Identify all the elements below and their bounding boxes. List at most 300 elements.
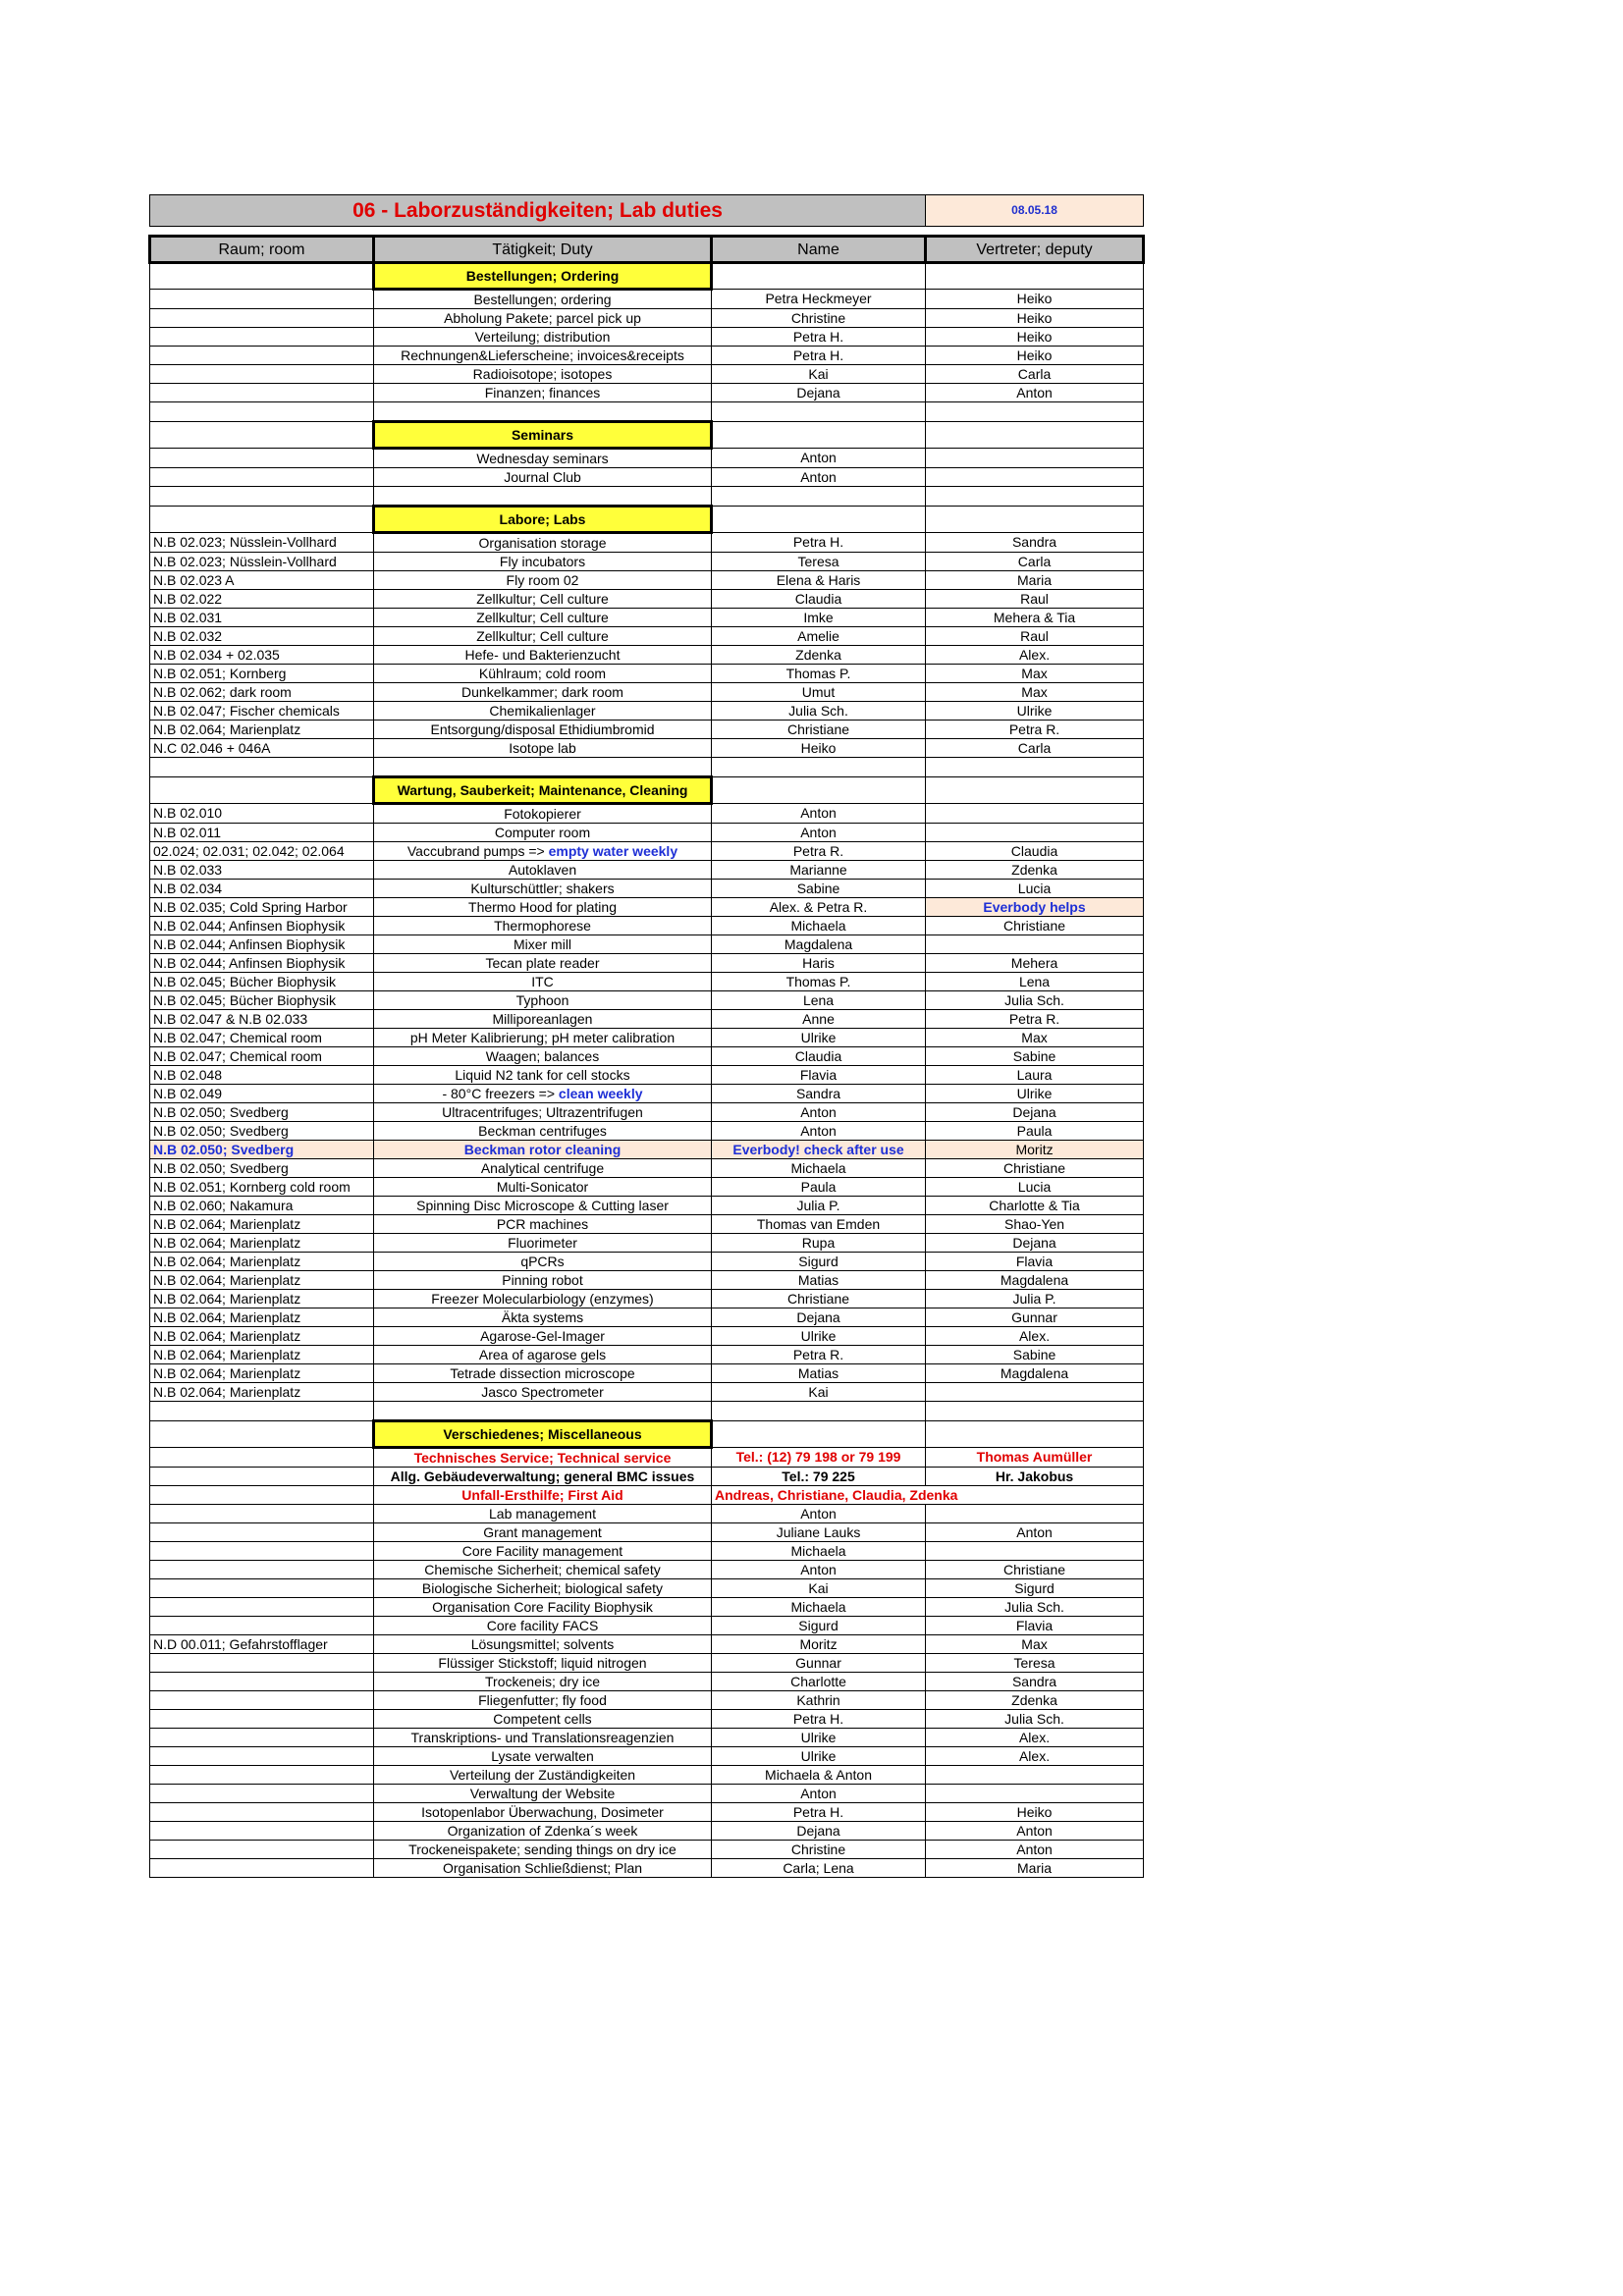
header-duty: Tätigkeit; Duty [374, 237, 712, 263]
duty-cell: Computer room [374, 824, 712, 842]
name-cell: Dejana [712, 1822, 926, 1841]
duty-row [150, 804, 1144, 824]
duty-cell: Analytical centrifuge [374, 1159, 712, 1178]
duty-emphasis: empty water weekly [548, 842, 678, 859]
duty-row [150, 683, 1144, 702]
name-cell: Kai [712, 365, 926, 384]
room-cell [150, 1785, 374, 1803]
room-cell [150, 1523, 374, 1542]
duty-row [150, 1598, 1144, 1617]
sheet-title: 06 - Laborzuständigkeiten; Lab duties [150, 195, 926, 227]
room-cell: N.B 02.048 [150, 1066, 374, 1085]
duty-row [150, 365, 1144, 384]
duty-row [150, 1710, 1144, 1729]
duty-row [150, 1673, 1144, 1691]
deputy-cell: Gunnar [926, 1308, 1144, 1327]
blank-row [150, 1402, 1144, 1421]
duty-cell: Kühlraum; cold room [374, 665, 712, 683]
header-name: Name [712, 237, 926, 263]
duty-cell: Verteilung; distribution [374, 328, 712, 347]
duty-row [150, 609, 1144, 627]
name-cell: Zdenka [712, 646, 926, 665]
name-cell: Anton [712, 1122, 926, 1141]
duty-row [150, 1859, 1144, 1878]
duty-cell: Fluorimeter [374, 1234, 712, 1253]
deputy-cell: Everbody helps [926, 898, 1144, 917]
duty-row [150, 1383, 1144, 1402]
deputy-cell: Max [926, 1635, 1144, 1654]
name-cell: Umut [712, 683, 926, 702]
deputy-cell: Shao-Yen [926, 1215, 1144, 1234]
duty-cell: Fliegenfutter; fly food [374, 1691, 712, 1710]
name-cell: Anton [712, 1561, 926, 1579]
duty-cell: Mixer mill [374, 935, 712, 954]
room-cell [150, 1654, 374, 1673]
deputy-cell [926, 1383, 1144, 1402]
room-cell [150, 1673, 374, 1691]
name-cell: Petra H. [712, 1803, 926, 1822]
name-cell: Ulrike [712, 1729, 926, 1747]
room-cell [150, 1747, 374, 1766]
duty-cell: Allg. Gebäudeverwaltung; general BMC issues [374, 1468, 712, 1486]
deputy-cell: Julia P. [926, 1290, 1144, 1308]
room-cell: N.B 02.047; Chemical room [150, 1029, 374, 1047]
deputy-cell [926, 263, 1144, 290]
duty-cell: Unfall-Ersthilfe; First Aid [374, 1486, 712, 1505]
room-cell: N.B 02.031 [150, 609, 374, 627]
duty-cell: Hefe- und Bakterienzucht [374, 646, 712, 665]
duty-cell: Pinning robot [374, 1271, 712, 1290]
duty-row [150, 1290, 1144, 1308]
duty-row [150, 1785, 1144, 1803]
room-cell: N.B 02.064; Marienplatz [150, 1383, 374, 1402]
name-cell: Sabine [712, 880, 926, 898]
duty-row [150, 1766, 1144, 1785]
name-cell: Claudia [712, 1047, 926, 1066]
deputy-cell: Hr. Jakobus [926, 1468, 1144, 1486]
name-cell: Petra H. [712, 1710, 926, 1729]
empty-cell [712, 402, 926, 422]
room-cell: N.B 02.023 A [150, 571, 374, 590]
duty-cell: Spinning Disc Microscope & Cutting laser [374, 1197, 712, 1215]
header-row [150, 237, 1144, 263]
duty-row [150, 954, 1144, 973]
duty-cell [374, 1085, 712, 1103]
duty-row [150, 1308, 1144, 1327]
duty-row [150, 1047, 1144, 1066]
duty-cell: Isotope lab [374, 739, 712, 758]
duty-cell: Lysate verwalten [374, 1747, 712, 1766]
room-cell: N.D 00.011; Gefahrstofflager [150, 1635, 374, 1654]
room-cell: N.B 02.064; Marienplatz [150, 1308, 374, 1327]
duty-cell: Biologische Sicherheit; biological safety [374, 1579, 712, 1598]
duty-row [150, 1271, 1144, 1290]
duty-row [150, 861, 1144, 880]
duty-cell: Core facility FACS [374, 1617, 712, 1635]
duty-cell: Technisches Service; Technical service [374, 1448, 712, 1468]
duty-cell: Flüssiger Stickstoff; liquid nitrogen [374, 1654, 712, 1673]
deputy-cell: Petra R. [926, 721, 1144, 739]
name-cell: Sigurd [712, 1253, 926, 1271]
deputy-cell: Sandra [926, 1673, 1144, 1691]
empty-cell [374, 1402, 712, 1421]
deputy-cell [926, 422, 1144, 449]
deputy-cell: Anton [926, 1841, 1144, 1859]
duty-cell: Agarose-Gel-Imager [374, 1327, 712, 1346]
room-cell: N.B 02.044; Anfinsen Biophysik [150, 935, 374, 954]
duty-row [150, 449, 1144, 468]
deputy-cell: Maria [926, 571, 1144, 590]
empty-cell [926, 402, 1144, 422]
duty-row [150, 1085, 1144, 1103]
duties-table [148, 194, 1145, 1878]
deputy-cell: Flavia [926, 1617, 1144, 1635]
duty-text: - 80°C freezers => [442, 1085, 559, 1101]
empty-cell [150, 487, 374, 507]
duty-cell: Lösungsmittel; solvents [374, 1635, 712, 1654]
room-cell [150, 422, 374, 449]
duty-row [150, 1841, 1144, 1859]
duty-row [150, 1327, 1144, 1346]
empty-cell [150, 758, 374, 777]
room-cell: N.B 02.011 [150, 824, 374, 842]
section-row [150, 422, 1144, 449]
deputy-cell [926, 1542, 1144, 1561]
room-cell [150, 347, 374, 365]
duty-cell: Grant management [374, 1523, 712, 1542]
duty-cell: Organisation Core Facility Biophysik [374, 1598, 712, 1617]
duty-cell: Kulturschüttler; shakers [374, 880, 712, 898]
deputy-cell: Laura [926, 1066, 1144, 1085]
name-cell: Anton [712, 804, 926, 824]
deputy-cell: Raul [926, 627, 1144, 646]
sheet-date: 08.05.18 [926, 195, 1144, 227]
room-cell [150, 1691, 374, 1710]
room-cell: N.B 02.010 [150, 804, 374, 824]
name-cell [712, 507, 926, 533]
name-cell: Paula [712, 1178, 926, 1197]
duty-cell: Verwaltung der Website [374, 1785, 712, 1803]
name-cell: Anton [712, 1103, 926, 1122]
duty-cell: Thermo Hood for plating [374, 898, 712, 917]
section-row [150, 263, 1144, 290]
duty-cell: Transkriptions- und Translationsreagenzien [374, 1729, 712, 1747]
duty-cell: Autoklaven [374, 861, 712, 880]
duty-row [150, 702, 1144, 721]
name-cell: Anton [712, 824, 926, 842]
room-cell [150, 1859, 374, 1878]
room-cell: N.B 02.064; Marienplatz [150, 721, 374, 739]
deputy-cell: Anton [926, 1523, 1144, 1542]
deputy-cell: Sabine [926, 1346, 1144, 1364]
duty-cell: Organization of Zdenka´s week [374, 1822, 712, 1841]
empty-cell [712, 1402, 926, 1421]
room-cell [150, 1729, 374, 1747]
duty-row [150, 1010, 1144, 1029]
deputy-cell: Anton [926, 384, 1144, 402]
room-cell [150, 1710, 374, 1729]
duty-row [150, 1346, 1144, 1364]
lab-duties-sheet [148, 194, 1142, 1878]
room-cell [150, 1822, 374, 1841]
room-cell: N.B 02.051; Kornberg [150, 665, 374, 683]
name-cell: Michaela & Anton [712, 1766, 926, 1785]
name-cell [712, 263, 926, 290]
duty-cell: Thermophorese [374, 917, 712, 935]
name-cell: Lena [712, 991, 926, 1010]
duty-cell: Trockeneispakete; sending things on dry ice [374, 1841, 712, 1859]
name-cell: Haris [712, 954, 926, 973]
duty-cell: Chemikalienlager [374, 702, 712, 721]
room-cell: N.B 02.045; Bücher Biophysik [150, 973, 374, 991]
name-cell: Ulrike [712, 1747, 926, 1766]
duty-row [150, 739, 1144, 758]
deputy-cell [926, 1505, 1144, 1523]
deputy-cell: Ulrike [926, 1085, 1144, 1103]
deputy-cell: Lena [926, 973, 1144, 991]
duty-row [150, 1122, 1144, 1141]
section-heading: Seminars [374, 422, 712, 449]
duty-cell: Dunkelkammer; dark room [374, 683, 712, 702]
header-deputy: Vertreter; deputy [926, 237, 1144, 263]
duty-row [150, 1822, 1144, 1841]
duty-cell: Rechnungen&Lieferscheine; invoices&receipts [374, 347, 712, 365]
duty-cell: qPCRs [374, 1253, 712, 1271]
deputy-cell: Sigurd [926, 1579, 1144, 1598]
name-cell: Elena & Haris [712, 571, 926, 590]
duty-cell: Waagen; balances [374, 1047, 712, 1066]
room-cell: N.C 02.046 + 046A [150, 739, 374, 758]
room-cell: N.B 02.064; Marienplatz [150, 1215, 374, 1234]
duty-row [150, 1542, 1144, 1561]
duty-row [150, 1729, 1144, 1747]
room-cell: N.B 02.064; Marienplatz [150, 1290, 374, 1308]
duty-cell: Fly incubators [374, 553, 712, 571]
duty-row [150, 1215, 1144, 1234]
duty-cell: Organisation storage [374, 533, 712, 553]
duty-row [150, 842, 1144, 861]
deputy-cell: Sabine [926, 1047, 1144, 1066]
name-cell: Tel.: (12) 79 198 or 79 199 [712, 1448, 926, 1468]
blank-row [150, 402, 1144, 422]
deputy-cell: Alex. [926, 1747, 1144, 1766]
empty-cell [374, 487, 712, 507]
duty-cell: Core Facility management [374, 1542, 712, 1561]
deputy-cell: Charlotte & Tia [926, 1197, 1144, 1215]
name-cell: Gunnar [712, 1654, 926, 1673]
section-heading: Bestellungen; Ordering [374, 263, 712, 290]
duty-cell: PCR machines [374, 1215, 712, 1234]
duty-row [150, 1505, 1144, 1523]
duty-row [150, 721, 1144, 739]
deputy-cell: Ulrike [926, 702, 1144, 721]
name-cell: Thomas P. [712, 973, 926, 991]
name-cell: Heiko [712, 739, 926, 758]
deputy-cell: Petra R. [926, 1010, 1144, 1029]
deputy-cell: Mehera & Tia [926, 609, 1144, 627]
duty-row [150, 1468, 1144, 1486]
room-cell [150, 1561, 374, 1579]
duty-row [150, 1691, 1144, 1710]
deputy-cell: Lucia [926, 1178, 1144, 1197]
room-cell: N.B 02.050; Svedberg [150, 1103, 374, 1122]
deputy-cell [926, 935, 1144, 954]
deputy-cell: Max [926, 683, 1144, 702]
name-cell: Amelie [712, 627, 926, 646]
name-cell: Sandra [712, 1085, 926, 1103]
duty-row [150, 1197, 1144, 1215]
deputy-cell: Teresa [926, 1654, 1144, 1673]
name-cell: Julia Sch. [712, 702, 926, 721]
empty-cell [926, 758, 1144, 777]
deputy-cell [926, 1785, 1144, 1803]
room-cell [150, 1448, 374, 1468]
deputy-cell: Dejana [926, 1234, 1144, 1253]
name-cell: Rupa [712, 1234, 926, 1253]
duty-row [150, 1486, 1144, 1505]
duty-cell: Ultracentrifuges; Ultrazentrifugen [374, 1103, 712, 1122]
name-cell: Claudia [712, 590, 926, 609]
room-cell: N.B 02.032 [150, 627, 374, 646]
duty-row [150, 1234, 1144, 1253]
deputy-cell: Christiane [926, 917, 1144, 935]
section-row [150, 777, 1144, 804]
duty-row [150, 1617, 1144, 1635]
deputy-cell: Lucia [926, 880, 1144, 898]
header-room: Raum; room [150, 237, 374, 263]
duty-row [150, 347, 1144, 365]
room-cell: N.B 02.062; dark room [150, 683, 374, 702]
deputy-cell: Carla [926, 553, 1144, 571]
duty-row [150, 533, 1144, 553]
duty-row [150, 468, 1144, 487]
room-cell [150, 1617, 374, 1635]
empty-cell [374, 758, 712, 777]
section-heading: Verschiedenes; Miscellaneous [374, 1421, 712, 1448]
room-cell [150, 1468, 374, 1486]
deputy-cell: Alex. [926, 646, 1144, 665]
room-cell [150, 1803, 374, 1822]
deputy-cell: Paula [926, 1122, 1144, 1141]
name-cell: Dejana [712, 384, 926, 402]
room-cell: N.B 02.060; Nakamura [150, 1197, 374, 1215]
duty-cell: Zellkultur; Cell culture [374, 627, 712, 646]
name-cell: Anton [712, 1785, 926, 1803]
name-cell: Anne [712, 1010, 926, 1029]
empty-cell [712, 758, 926, 777]
duty-cell: Verteilung der Zuständigkeiten [374, 1766, 712, 1785]
room-cell [150, 384, 374, 402]
deputy-cell: Moritz [926, 1141, 1144, 1159]
duty-row [150, 571, 1144, 590]
room-cell: N.B 02.034 + 02.035 [150, 646, 374, 665]
room-cell [150, 1542, 374, 1561]
deputy-cell: Thomas Aumüller [926, 1448, 1144, 1468]
room-cell: 02.024; 02.031; 02.042; 02.064 [150, 842, 374, 861]
title-row [150, 195, 1144, 227]
duty-row [150, 328, 1144, 347]
name-cell: Flavia [712, 1066, 926, 1085]
name-cell: Christiane [712, 721, 926, 739]
duty-cell: Organisation Schließdienst; Plan [374, 1859, 712, 1878]
name-cell: Matias [712, 1271, 926, 1290]
deputy-cell [926, 824, 1144, 842]
name-cell: Ulrike [712, 1029, 926, 1047]
duty-row [150, 1747, 1144, 1766]
room-cell: N.B 02.023; Nüsslein-Vollhard [150, 533, 374, 553]
room-cell [150, 1766, 374, 1785]
deputy-cell: Heiko [926, 1803, 1144, 1822]
spacer-row [150, 227, 1144, 237]
duty-cell: Zellkultur; Cell culture [374, 609, 712, 627]
blank-row [150, 487, 1144, 507]
deputy-cell: Mehera [926, 954, 1144, 973]
room-cell: N.B 02.022 [150, 590, 374, 609]
room-cell: N.B 02.044; Anfinsen Biophysik [150, 917, 374, 935]
blank-row [150, 758, 1144, 777]
duty-row [150, 1066, 1144, 1085]
duty-row [150, 991, 1144, 1010]
deputy-cell: Heiko [926, 328, 1144, 347]
duty-row [150, 1803, 1144, 1822]
deputy-cell: Raul [926, 590, 1144, 609]
deputy-cell: Flavia [926, 1253, 1144, 1271]
duty-cell: Tecan plate reader [374, 954, 712, 973]
deputy-cell: Heiko [926, 309, 1144, 328]
duty-row [150, 917, 1144, 935]
room-cell: N.B 02.064; Marienplatz [150, 1271, 374, 1290]
duty-cell: Multi-Sonicator [374, 1178, 712, 1197]
name-cell: Christine [712, 1841, 926, 1859]
room-cell: N.B 02.023; Nüsslein-Vollhard [150, 553, 374, 571]
name-cell: Anton [712, 468, 926, 487]
section-row [150, 507, 1144, 533]
duty-emphasis: clean weekly [558, 1085, 643, 1101]
duty-cell: Fotokopierer [374, 804, 712, 824]
room-cell [150, 777, 374, 804]
name-cell: Sigurd [712, 1617, 926, 1635]
name-cell: Ulrike [712, 1327, 926, 1346]
duty-cell: Radioisotope; isotopes [374, 365, 712, 384]
room-cell [150, 328, 374, 347]
duty-cell: Isotopenlabor Überwachung, Dosimeter [374, 1803, 712, 1822]
duty-row [150, 1029, 1144, 1047]
name-cell: Moritz [712, 1635, 926, 1654]
room-cell [150, 449, 374, 468]
room-cell [150, 309, 374, 328]
name-cell: Charlotte [712, 1673, 926, 1691]
duty-row [150, 824, 1144, 842]
deputy-cell: Julia Sch. [926, 1598, 1144, 1617]
empty-cell [150, 1402, 374, 1421]
duty-row [150, 1178, 1144, 1197]
room-cell [150, 1486, 374, 1505]
duty-cell: Area of agarose gels [374, 1346, 712, 1364]
deputy-cell: Julia Sch. [926, 1710, 1144, 1729]
empty-cell [374, 402, 712, 422]
name-cell [712, 777, 926, 804]
deputy-cell: Sandra [926, 533, 1144, 553]
room-cell [150, 1579, 374, 1598]
name-cell: Magdalena [712, 935, 926, 954]
name-cell: Kai [712, 1383, 926, 1402]
duty-row [150, 1561, 1144, 1579]
duty-row [150, 935, 1144, 954]
duty-row [150, 1364, 1144, 1383]
duty-cell: Äkta systems [374, 1308, 712, 1327]
name-cell: Kathrin [712, 1691, 926, 1710]
name-cell: Marianne [712, 861, 926, 880]
